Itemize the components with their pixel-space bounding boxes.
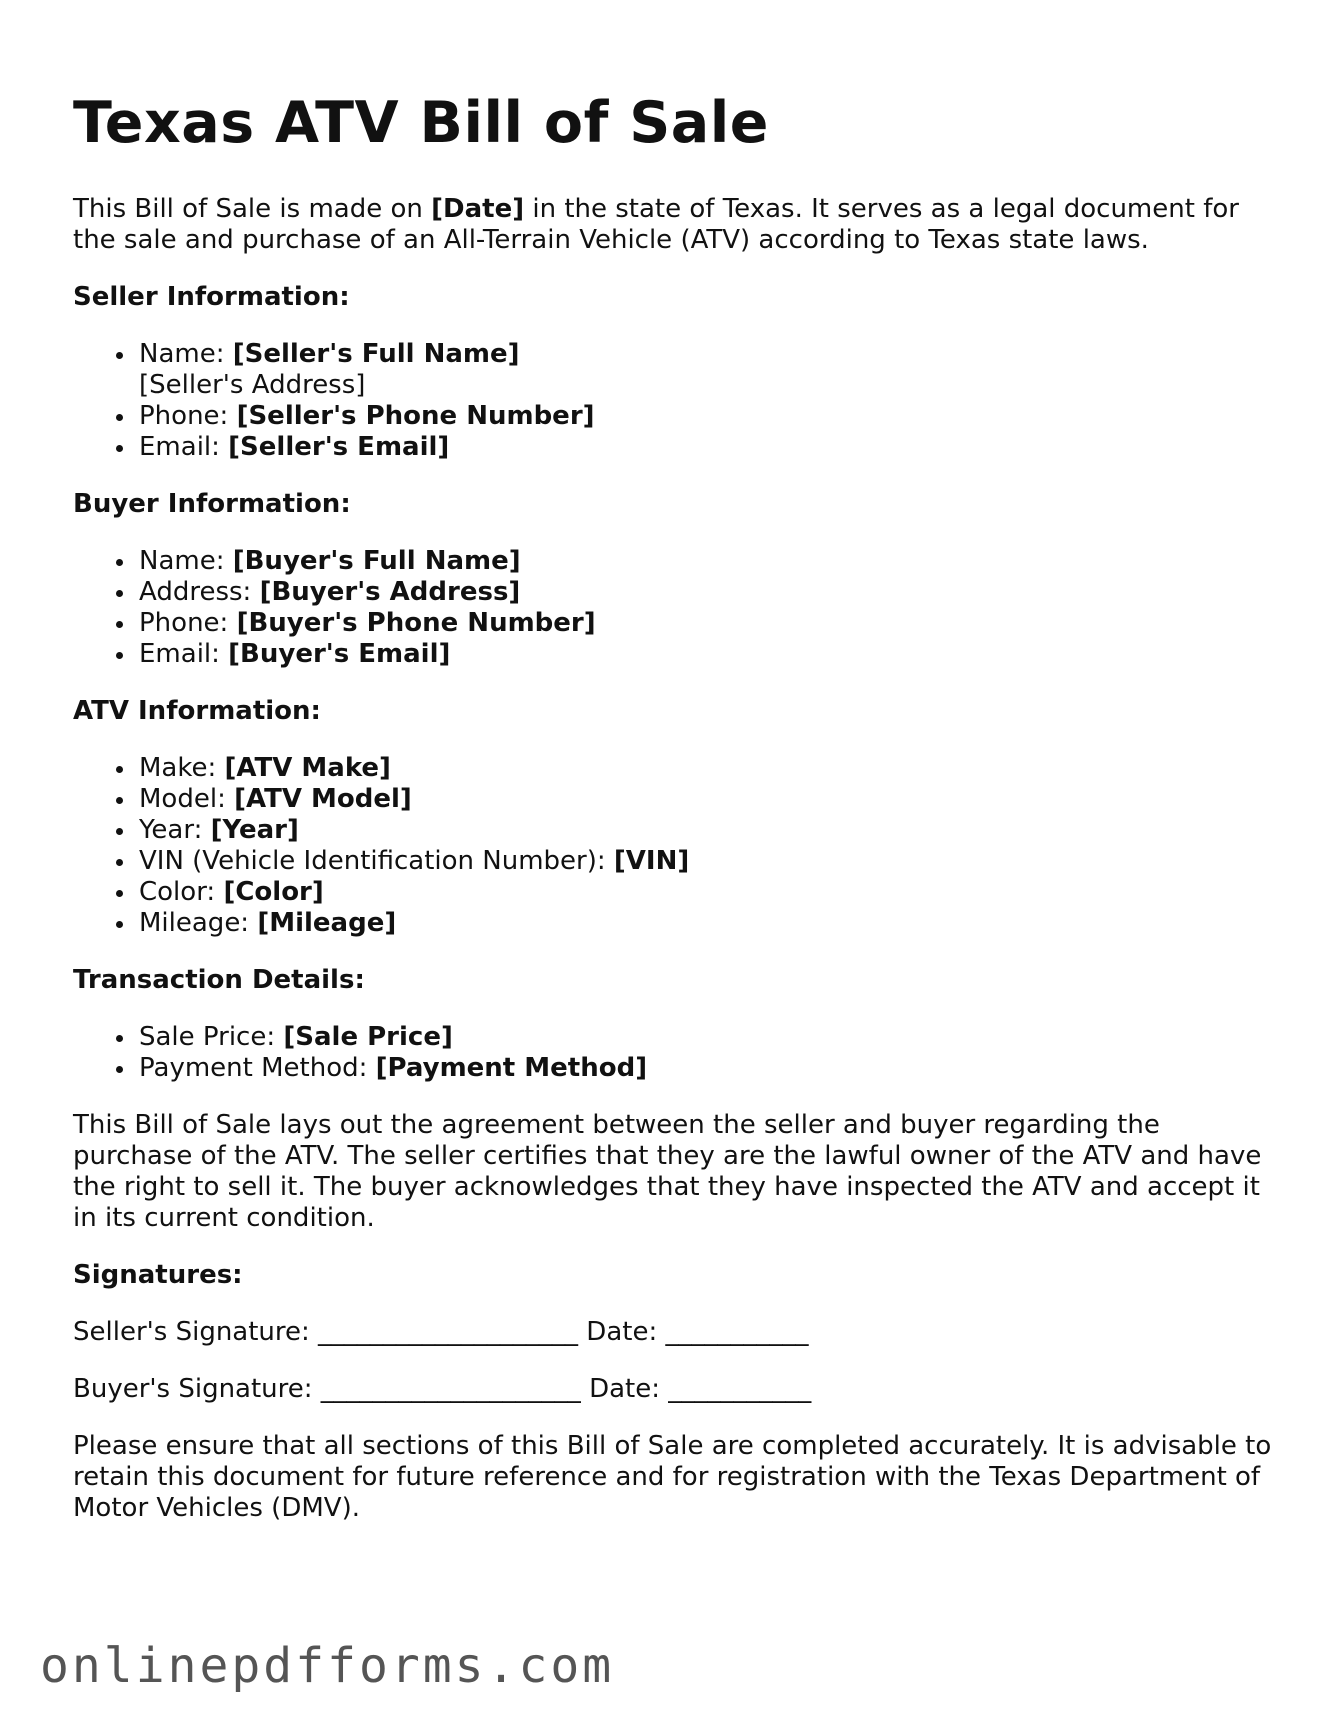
intro-text-before: This Bill of Sale is made on	[73, 194, 432, 224]
atv-year-value: [Year]	[210, 815, 299, 845]
buyer-address-value: [Buyer's Address]	[259, 577, 521, 607]
seller-heading: Seller Information:	[73, 282, 350, 312]
atv-mileage-label: Mileage:	[139, 908, 258, 938]
seller-phone-value: [Seller's Phone Number]	[236, 401, 595, 431]
atv-color-value: [Color]	[223, 877, 324, 907]
agreement-paragraph: This Bill of Sale lays out the agreement between the seller and buyer regarding the purchase of the ATV. The seller certifies that they are the lawful owner of the ATV and have the right to sell it. The buyer acknowledges that they have inspected the ATV and accept it in its current condition.	[73, 1110, 1262, 1233]
buyer-list	[73, 546, 1273, 670]
atv-vin-label: VIN (Vehicle Identification Number):	[139, 846, 614, 876]
atv-color-label: Color:	[139, 877, 224, 907]
atv-make-value: [ATV Make]	[224, 753, 391, 783]
atv-make-label: Make:	[139, 753, 225, 783]
atv-year-label: Year:	[139, 815, 211, 845]
payment-method-item	[139, 1053, 1273, 1084]
buyer-address-label: Address:	[139, 577, 260, 607]
buyer-address-item	[139, 577, 1273, 608]
seller-phone-item	[139, 401, 1273, 432]
atv-model-label: Model:	[139, 784, 235, 814]
date-placeholder: [Date]	[431, 194, 525, 224]
payment-method-value: [Payment Method]	[375, 1053, 648, 1083]
atv-vin-value: [VIN]	[613, 846, 690, 876]
sale-price-item	[139, 1022, 1273, 1053]
buyer-name-item	[139, 546, 1273, 577]
seller-list	[73, 339, 1273, 463]
payment-method-label: Payment Method:	[139, 1053, 376, 1083]
transaction-heading: Transaction Details:	[73, 965, 365, 995]
seller-address-item	[139, 370, 1273, 401]
seller-email-item	[139, 432, 1273, 463]
atv-color-item	[139, 877, 1273, 908]
buyer-phone-item	[139, 608, 1273, 639]
buyer-phone-label: Phone:	[139, 608, 237, 638]
document-page	[73, 88, 1273, 1524]
seller-phone-label: Phone:	[139, 401, 237, 431]
intro-paragraph	[73, 194, 1273, 256]
seller-email-label: Email:	[139, 432, 229, 462]
seller-email-value: [Seller's Email]	[228, 432, 450, 462]
buyer-email-value: [Buyer's Email]	[228, 639, 451, 669]
atv-model-item	[139, 784, 1273, 815]
seller-name-label: Name:	[139, 339, 233, 369]
atv-mileage-value: [Mileage]	[257, 908, 397, 938]
buyer-heading: Buyer Information:	[73, 489, 351, 519]
atv-model-value: [ATV Model]	[234, 784, 412, 814]
buyer-signature-line: Buyer's Signature: ____________________ Date: ___________	[73, 1374, 812, 1404]
document-title: Texas ATV Bill of Sale	[73, 90, 769, 156]
atv-year-item	[139, 815, 1273, 846]
seller-signature-line: Seller's Signature: ____________________ Date: ___________	[73, 1317, 809, 1347]
closing-paragraph: Please ensure that all sections of this Bill of Sale are completed accurately. It is advisable to retain this document for future reference and for registration with the Texas Department of Motor Vehicles (DMV).	[73, 1431, 1272, 1523]
buyer-name-value: [Buyer's Full Name]	[232, 546, 521, 576]
sale-price-label: Sale Price:	[139, 1022, 284, 1052]
seller-name-value: [Seller's Full Name]	[232, 339, 520, 369]
sale-price-value: [Sale Price]	[283, 1022, 453, 1052]
buyer-phone-value: [Buyer's Phone Number]	[236, 608, 596, 638]
atv-list	[73, 753, 1273, 939]
seller-address-value: [Seller's Address]	[139, 370, 366, 400]
signatures-heading: Signatures:	[73, 1260, 243, 1290]
buyer-email-item	[139, 639, 1273, 670]
site-watermark: onlinepdfforms.com	[40, 1638, 615, 1694]
buyer-email-label: Email:	[139, 639, 229, 669]
buyer-name-label: Name:	[139, 546, 233, 576]
atv-make-item	[139, 753, 1273, 784]
intro-text-after: in the state of Texas. It serves as a legal document for the sale and purchase of an All-Terrain Vehicle (ATV) according to Texas state laws.	[73, 194, 1239, 255]
atv-vin-item	[139, 846, 1273, 877]
atv-mileage-item	[139, 908, 1273, 939]
seller-name-item	[139, 339, 1273, 370]
transaction-list	[73, 1022, 1273, 1084]
atv-heading: ATV Information:	[73, 696, 321, 726]
